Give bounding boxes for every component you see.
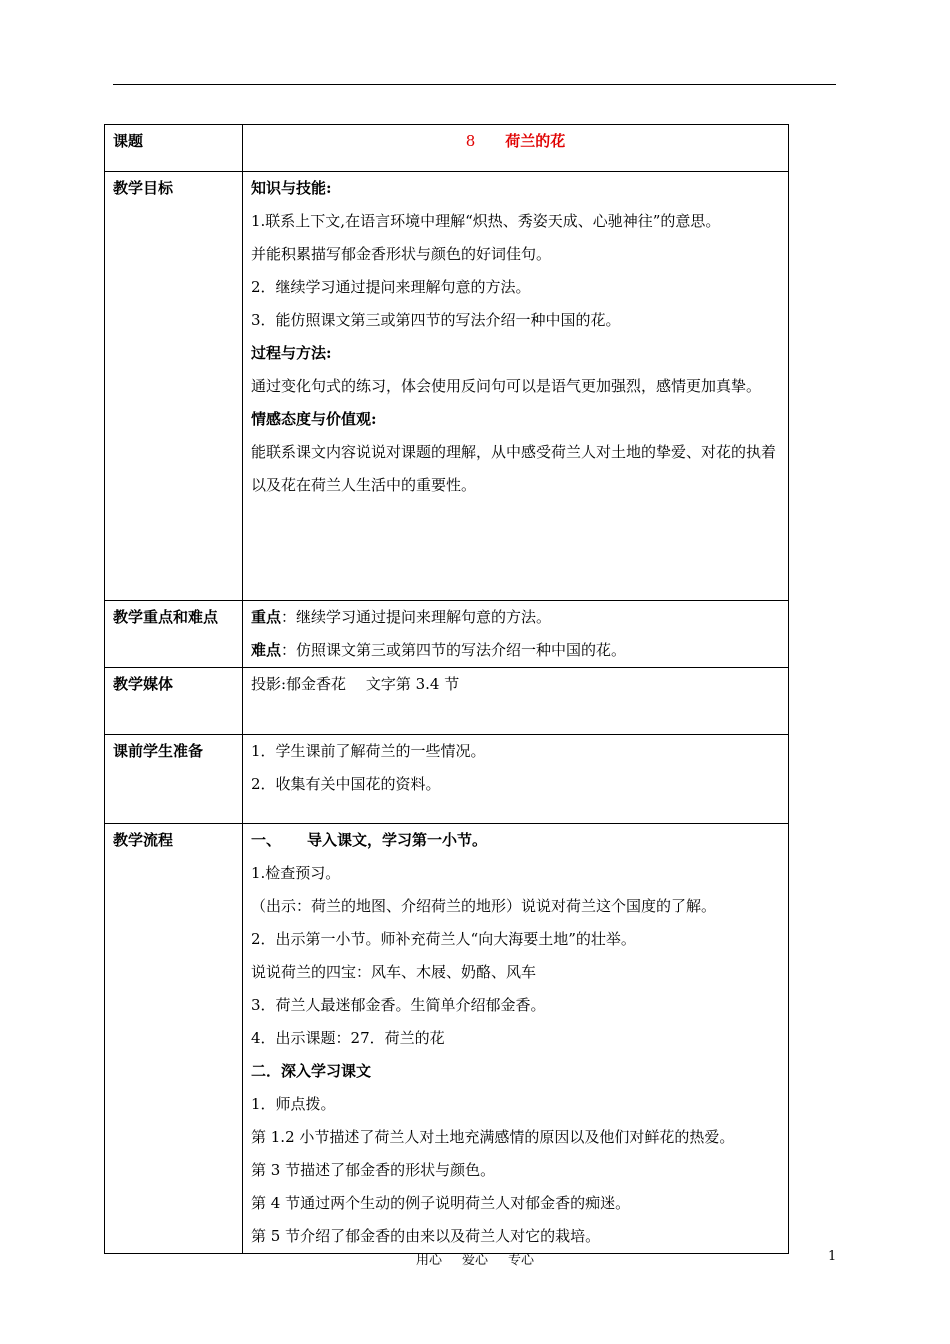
- row-preparation: [105, 735, 789, 824]
- row-lesson-title: [105, 125, 789, 172]
- row-key-points: [105, 601, 789, 668]
- focus-text: ：继续学习通过提问来理解句意的方法。: [281, 608, 552, 626]
- preparation-content: [243, 735, 789, 824]
- flow-item: 4．出示课题：27．荷兰的花: [251, 1029, 445, 1047]
- preparation-item: 2．收集有关中国花的资料。: [251, 775, 441, 793]
- focus-line: [251, 601, 780, 634]
- lesson-title-text: 荷兰的花: [505, 132, 566, 150]
- process-text: 通过变化句式的练习，体会使用反问句可以是语气更加强烈，感情更加真挚。: [251, 377, 762, 395]
- lesson-plan-table: [104, 124, 789, 1254]
- section-1-number: 一、: [251, 831, 282, 849]
- flow-item: 第 5 节介绍了郁金香的由来以及荷兰人对它的栽培。: [251, 1227, 601, 1245]
- knowledge-item: 1.联系上下文,在语言环境中理解“炽热、秀姿天成、心驰神往”的意思。: [251, 212, 721, 230]
- footer-motto-item: 专心: [508, 1253, 535, 1268]
- preparation-item: 1．学生课前了解荷兰的一些情况。: [251, 742, 486, 760]
- footer-motto-item: 用心: [415, 1253, 442, 1268]
- page-number: 1: [828, 1249, 837, 1264]
- media-content: [243, 668, 789, 735]
- difficulty-text: ：仿照课文第三或第四节的写法介绍一种中国的花。: [281, 641, 627, 659]
- footer-motto-item: 爱心: [461, 1253, 488, 1268]
- difficulty-label: 难点: [251, 641, 282, 659]
- key-points-content: [243, 601, 789, 668]
- process-heading: 过程与方法:: [251, 344, 332, 362]
- header-rule: [113, 84, 836, 85]
- knowledge-item: 并能积累描写郁金香形状与颜色的好词佳句。: [251, 245, 552, 263]
- label-preparation: 课前学生准备: [105, 735, 243, 824]
- flow-item: 1．师点拨。: [251, 1095, 336, 1113]
- flow-content: [243, 824, 789, 1254]
- row-goals: [105, 172, 789, 601]
- flow-item: 1.检查预习。: [251, 864, 341, 882]
- label-key-points: 教学重点和难点: [105, 601, 243, 668]
- flow-item: （出示：荷兰的地图、介绍荷兰的地形）说说对荷兰这个国度的了解。: [251, 897, 717, 915]
- section-1-heading: [251, 824, 780, 857]
- row-flow: [105, 824, 789, 1254]
- media-text: 投影:郁金香花 文字第 3.4 节: [251, 675, 460, 693]
- knowledge-item: 3．能仿照课文第三或第四节的写法介绍一种中国的花。: [251, 311, 621, 329]
- label-goals: 教学目标: [105, 172, 243, 601]
- flow-item: 第 1.2 小节描述了荷兰人对土地充满感情的原因以及他们对鲜花的热爱。: [251, 1128, 735, 1146]
- lesson-number: 8: [465, 132, 476, 150]
- flow-item: 3．荷兰人最迷郁金香。生简单介绍郁金香。: [251, 996, 546, 1014]
- label-lesson: 课题: [105, 125, 243, 172]
- difficulty-line: [251, 634, 780, 667]
- label-media: 教学媒体: [105, 668, 243, 735]
- emotion-heading: 情感态度与价值观:: [251, 410, 377, 428]
- focus-label: 重点: [251, 608, 282, 626]
- knowledge-item: 2．继续学习通过提问来理解句意的方法。: [251, 278, 531, 296]
- section-1-title: 导入课文，学习第一小节。: [307, 831, 488, 849]
- flow-item: 2．出示第一小节。师补充荷兰人“向大海要土地”的壮举。: [251, 930, 636, 948]
- page-footer: [0, 1249, 950, 1269]
- lesson-title: [243, 125, 789, 172]
- label-flow: 教学流程: [105, 824, 243, 1254]
- flow-item: 第 3 节描述了郁金香的形状与颜色。: [251, 1161, 496, 1179]
- row-media: [105, 668, 789, 735]
- flow-item: 第 4 节通过两个生动的例子说明荷兰人对郁金香的痴迷。: [251, 1194, 631, 1212]
- goals-content: [243, 172, 789, 601]
- section-2-heading: 二．深入学习课文: [251, 1062, 372, 1080]
- emotion-text: 能联系课文内容说说对课题的理解，从中感受荷兰人对土地的挚爱、对花的执着以及花在荷兰人生活中的重要性。: [251, 443, 777, 494]
- knowledge-heading: 知识与技能:: [251, 179, 332, 197]
- flow-item: 说说荷兰的四宝：风车、木屐、奶酪、风车: [251, 963, 537, 981]
- footer-motto: [0, 1249, 950, 1268]
